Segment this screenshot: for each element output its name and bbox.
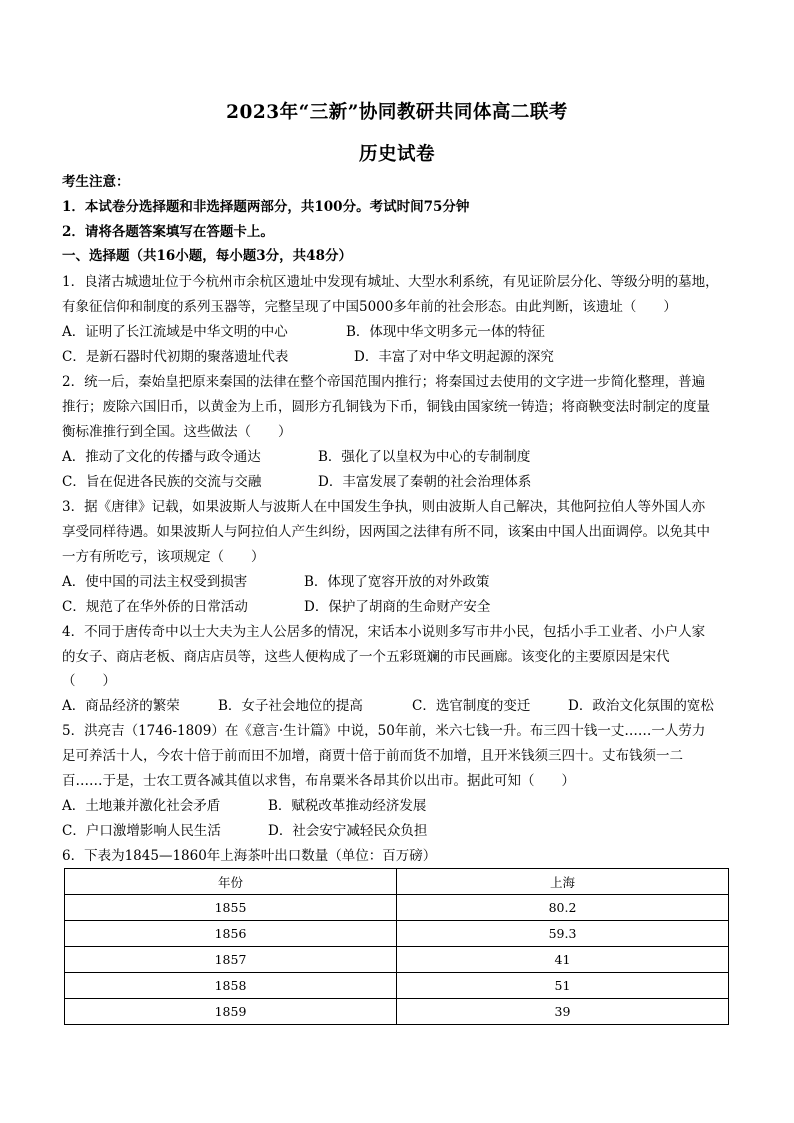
q1-option-c: C．是新石器时代初期的聚落遗址代表	[62, 349, 289, 365]
exam-subtitle: 历史试卷	[358, 144, 435, 165]
table-cell-year: 1859	[65, 999, 397, 1025]
table-header-row	[65, 869, 729, 895]
table-header-shanghai: 上海	[397, 869, 729, 895]
q5-option-b: B．赋税改革推动经济发展	[268, 798, 427, 814]
table-cell-year: 1855	[65, 895, 397, 921]
q2-option-d: D．丰富发展了秦朝的社会治理体系	[318, 474, 532, 490]
q5-stem-line-3: 百……于是，士农工贾各减其值以求售，布帛粟米各昂其价以出市。据此可知（ ）	[62, 773, 575, 789]
q2-stem-line-1: 2．统一后，秦始皇把原来秦国的法律在整个帝国范围内推行；将秦国过去使用的文字进一步简化整理，普遍	[62, 374, 706, 390]
table-cell-year: 1858	[65, 973, 397, 999]
table-row	[65, 921, 729, 947]
q2-stem-line-2: 推行；废除六国旧币，以黄金为上币，圆形方孔铜钱为下币，铜钱由国家统一铸造；将商鞅变法时制定的度量	[62, 399, 710, 415]
table-row	[65, 947, 729, 973]
q3-stem-line-1: 3．据《唐律》记载，如果波斯人与波斯人在中国发生争执，则由波斯人自己解决，其他阿拉伯人等外国人亦	[62, 499, 706, 515]
q1-option-a: A．证明了长江流域是中华文明的中心	[62, 324, 288, 340]
q4-option-c: C．选官制度的变迁	[412, 698, 531, 714]
q4-stem-line-3: （ ）	[62, 673, 116, 689]
q3-stem-line-2: 享受同样待遇。如果波斯人与阿拉伯人产生纠纷，因两国之法律有所不同，该案由中国人出面调停。以免其中	[62, 524, 710, 540]
tea-export-table	[64, 868, 729, 1025]
q3-option-a: A．使中国的司法主权受到损害	[62, 574, 248, 590]
q3-option-b: B．体现了宽容开放的对外政策	[304, 574, 490, 590]
table-cell-value: 80.2	[397, 895, 729, 921]
table-cell-value: 39	[397, 999, 729, 1025]
notice-item-1: 1．本试卷分选择题和非选择题两部分，共100分。考试时间75分钟	[62, 199, 470, 215]
q3-option-d: D．保护了胡商的生命财产安全	[304, 599, 491, 615]
table-row	[65, 973, 729, 999]
table-cell-value: 51	[397, 973, 729, 999]
q4-option-b: B．女子社会地位的提高	[218, 698, 363, 714]
q1-stem-line-2: 有象征信仰和制度的系列玉器等，完整呈现了中国5000多年前的社会形态。由此判断，该遗址（ ）	[62, 299, 677, 315]
q3-option-c: C．规范了在华外侨的日常活动	[62, 599, 248, 615]
q1-option-d: D．丰富了对中华文明起源的深究	[354, 349, 554, 365]
q5-option-d: D．社会安宁减轻民众负担	[268, 823, 428, 839]
q2-stem-line-3: 衡标准推行到全国。这些做法（ ）	[62, 424, 292, 440]
q5-option-a: A．土地兼并激化社会矛盾	[62, 798, 221, 814]
table-row	[65, 999, 729, 1025]
section-heading: 一、选择题（共16小题，每小题3分，共48分）	[62, 248, 352, 264]
table-cell-year: 1857	[65, 947, 397, 973]
notice-heading: 考生注意：	[62, 174, 130, 190]
table-cell-year: 1856	[65, 921, 397, 947]
q2-option-a: A．推动了文化的传播与政令通达	[62, 449, 261, 465]
q5-stem-line-1: 5．洪亮吉（1746-1809）在《意言·生计篇》中说，50年前，米六七钱一升。布三四十钱一丈……一人劳力	[62, 723, 706, 739]
q2-option-c: C．旨在促进各民族的交流与交融	[62, 474, 262, 490]
q3-stem-line-3: 一方有所吃亏，该项规定（ ）	[62, 549, 265, 565]
q6-stem: 6．下表为1845—1860年上海茶叶出口数量（单位：百万磅）	[62, 848, 437, 864]
q4-stem-line-1: 4．不同于唐传奇中以士大夫为主人公居多的情况，宋话本小说则多写市井小民，包括小手工业者、小户人家	[62, 624, 706, 640]
q1-option-b: B．体现中华文明多元一体的特征	[346, 324, 545, 340]
q5-option-c: C．户口激增影响人民生活	[62, 823, 221, 839]
q4-option-a: A．商品经济的繁荣	[62, 698, 180, 714]
q4-stem-line-2: 的女子、商店老板、商店店员等，这些人便构成了一个五彩斑斓的市民画廊。该变化的主要原因是宋代	[62, 649, 670, 665]
table-cell-value: 59.3	[397, 921, 729, 947]
q1-stem-line-1: 1．良渚古城遗址位于今杭州市余杭区遗址中发现有城址、大型水利系统，有见证阶层分化、等级分明的墓地，	[62, 274, 719, 290]
q4-option-d: D．政治文化氛围的宽松	[568, 698, 714, 714]
table-row	[65, 895, 729, 921]
exam-title: 2023年“三新”协同教研共同体高二联考	[226, 102, 568, 123]
notice-item-2: 2．请将各题答案填写在答题卡上。	[62, 224, 274, 240]
table-cell-value: 41	[397, 947, 729, 973]
table-header-year: 年份	[65, 869, 397, 895]
q2-option-b: B．强化了以皇权为中心的专制制度	[318, 449, 531, 465]
q5-stem-line-2: 足可养活十人，今农十倍于前而田不加增，商贾十倍于前而货不加增，且开米钱须三四十。丈布钱须一二	[62, 748, 683, 764]
